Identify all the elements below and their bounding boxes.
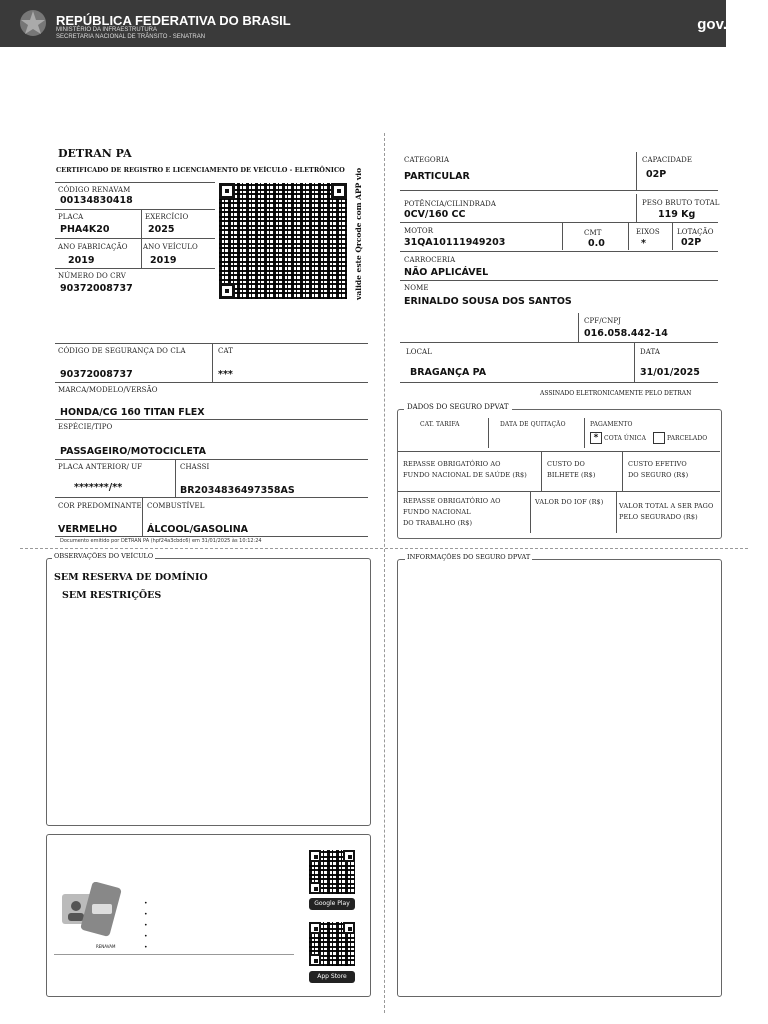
placa-label: PLACA	[58, 213, 84, 221]
eixos-label: EIXOS	[636, 228, 660, 236]
categoria-value: PARTICULAR	[404, 171, 470, 182]
eixos-value: *	[641, 238, 646, 249]
dpvat-info-title: INFORMAÇÕES DO SEGURO DPVAT	[407, 553, 531, 561]
combustivel-value: ÁLCOOL/GASOLINA	[147, 524, 249, 535]
ano-fab-label: ANO FABRICAÇÃO	[58, 243, 128, 251]
google-play-button[interactable]: Google Play	[309, 898, 355, 910]
cota-unica-label: COTA ÚNICA	[604, 435, 647, 442]
crv-value: 90372008737	[60, 283, 133, 294]
marca-label: MARCA/MODELO/VERSÃO	[58, 386, 158, 394]
doc-title: CERTIFICADO DE REGISTRO E LICENCIAMENTO DE VEÍCULO - ELETRÔNICO	[56, 166, 345, 174]
data-label: DATA	[640, 348, 661, 356]
total-label-2: PELO SEGURADO (R$)	[619, 513, 698, 521]
peso-value: 119 Kg	[658, 209, 696, 220]
marca-value: HONDA/CG 160 TITAN FLEX	[60, 407, 205, 418]
app-store-qr[interactable]	[309, 922, 355, 966]
potencia-value: 0CV/160 CC	[404, 209, 466, 220]
nome-value: ERINALDO SOUSA DOS SANTOS	[404, 296, 572, 307]
lotacao-value: 02P	[681, 237, 702, 248]
capacidade-label: CAPACIDADE	[642, 156, 693, 164]
fold-line-horizontal	[20, 548, 748, 549]
ano-fab-value: 2019	[68, 255, 95, 266]
chassi-label: CHASSI	[180, 463, 210, 471]
data-value: 31/01/2025	[640, 367, 700, 378]
parcelado-checkbox[interactable]	[653, 432, 665, 444]
observations-title: OBSERVAÇÕES DO VEÍCULO	[54, 552, 154, 560]
govbr-logo: gov.br	[697, 16, 742, 33]
cmt-value: 0.0	[588, 238, 605, 249]
repasse-saude-label-1: REPASSE OBRIGATÓRIO AO	[403, 460, 501, 468]
custo-efetivo-label-2: DO SEGURO (R$)	[628, 471, 689, 479]
ano-veic-value: 2019	[150, 255, 177, 266]
exercicio-value: 2025	[148, 224, 175, 235]
app-illustration-icon	[62, 882, 122, 940]
observation-line-2: SEM RESTRIÇÕES	[62, 590, 162, 601]
nome-label: NOME	[404, 284, 429, 292]
crv-label: NÚMERO DO CRV	[58, 272, 126, 280]
parcelado-label: PARCELADO	[667, 435, 708, 442]
motor-value: 31QA10111949203	[404, 237, 506, 248]
placa-value: PHA4K20	[60, 224, 110, 235]
lotacao-label: LOTAÇÃO	[677, 228, 714, 236]
repasse-trab-label-2: FUNDO NACIONAL	[403, 508, 471, 516]
gov-header	[0, 0, 742, 47]
cor-value: VERMELHO	[58, 524, 118, 535]
potencia-label: POTÊNCIA/CILINDRADA	[404, 200, 497, 208]
repasse-trab-label-3: DO TRABALHO (R$)	[403, 519, 473, 527]
total-label-1: VALOR TOTAL A SER PAGO	[619, 502, 714, 510]
placa-ant-value: *******/**	[74, 482, 123, 493]
signed-note: ASSINADO ELETRONICAMENTE PELO DETRAN	[540, 390, 692, 397]
data-quitacao-label: DATA DE QUITAÇÃO	[500, 421, 566, 428]
validation-qr-code[interactable]	[219, 183, 347, 299]
exercicio-label: EXERCÍCIO	[145, 213, 189, 221]
capacidade-value: 02P	[646, 169, 667, 180]
emission-note: Documento emitido por DETRAN PA (hpf24a3cbdc6) em 31/01/2025 às 10:12:24	[60, 538, 262, 544]
local-label: LOCAL	[406, 348, 432, 356]
google-play-qr[interactable]	[309, 850, 355, 894]
especie-label: ESPÉCIE/TIPO	[58, 423, 113, 431]
secretariat: SECRETARIA NACIONAL DE TRÂNSITO - SENATRAN	[56, 34, 206, 40]
placa-ant-label: PLACA ANTERIOR/ UF	[58, 463, 143, 471]
cat-label: CAT	[218, 347, 233, 355]
custo-bilhete-label-1: CUSTO DO	[547, 460, 585, 468]
carroceria-label: CARROCERIA	[404, 256, 456, 264]
cpf-label: CPF/CNPJ	[584, 317, 622, 325]
cat-tarifa-label: CAT. TARIFA	[420, 421, 460, 428]
combustivel-label: COMBUSTÍVEL	[147, 502, 205, 510]
cla-value: 90372008737	[60, 369, 133, 380]
repasse-trab-label-1: REPASSE OBRIGATÓRIO AO	[403, 497, 501, 505]
ano-veic-label: ANO VEÍCULO	[143, 243, 198, 251]
cor-label: COR PREDOMINANTE	[58, 502, 142, 510]
repasse-saude-label-2: FUNDO NACIONAL DE SAÚDE (R$)	[403, 471, 527, 479]
chassi-value: BR2034836497358AS	[180, 485, 295, 496]
country-title: REPÚBLICA FEDERATIVA DO BRASIL	[56, 13, 291, 28]
observation-line-1: SEM RESERVA DE DOMÍNIO	[54, 572, 208, 583]
especie-value: PASSAGEIRO/MOTOCICLETA	[60, 446, 206, 457]
iof-label: VALOR DO IOF (R$)	[535, 498, 604, 506]
motor-label: MOTOR	[404, 227, 434, 235]
local-value: BRAGANÇA PA	[410, 367, 487, 378]
cota-unica-checkbox[interactable]: *	[590, 432, 602, 444]
custo-efetivo-label-1: CUSTO EFETIVO	[628, 460, 687, 468]
pagamento-label: PAGAMENTO	[590, 421, 633, 428]
cpf-value: 016.058.442-14	[584, 328, 668, 339]
renavam-label: CÓDIGO RENAVAM	[58, 186, 131, 194]
custo-bilhete-label-2: BILHETE (R$)	[547, 471, 596, 479]
dpvat-info-box	[397, 559, 722, 997]
cla-label: CÓDIGO DE SEGURANÇA DO CLA	[58, 347, 186, 355]
renavam-value: 00134830418	[60, 195, 133, 206]
qr-caption: valide este Qrcode com APP vio	[354, 167, 363, 300]
dpvat-title: DADOS DO SEGURO DPVAT	[404, 403, 512, 411]
categoria-label: CATEGORIA	[404, 156, 450, 164]
app-bullets: • • • • •	[144, 900, 148, 951]
issuer: DETRAN PA	[58, 147, 132, 160]
fold-line-vertical	[384, 133, 385, 1013]
ministry: MINISTÉRIO DA INFRAESTRUTURA	[56, 27, 158, 33]
cmt-label: CMT	[584, 229, 602, 237]
cat-value: ***	[218, 369, 233, 380]
coat-of-arms-icon	[18, 8, 48, 38]
app-caption: RENAVAM	[96, 944, 116, 949]
app-store-button[interactable]: App Store	[309, 971, 355, 983]
peso-label: PESO BRUTO TOTAL	[642, 199, 720, 207]
carroceria-value: NÃO APLICÁVEL	[404, 267, 489, 278]
